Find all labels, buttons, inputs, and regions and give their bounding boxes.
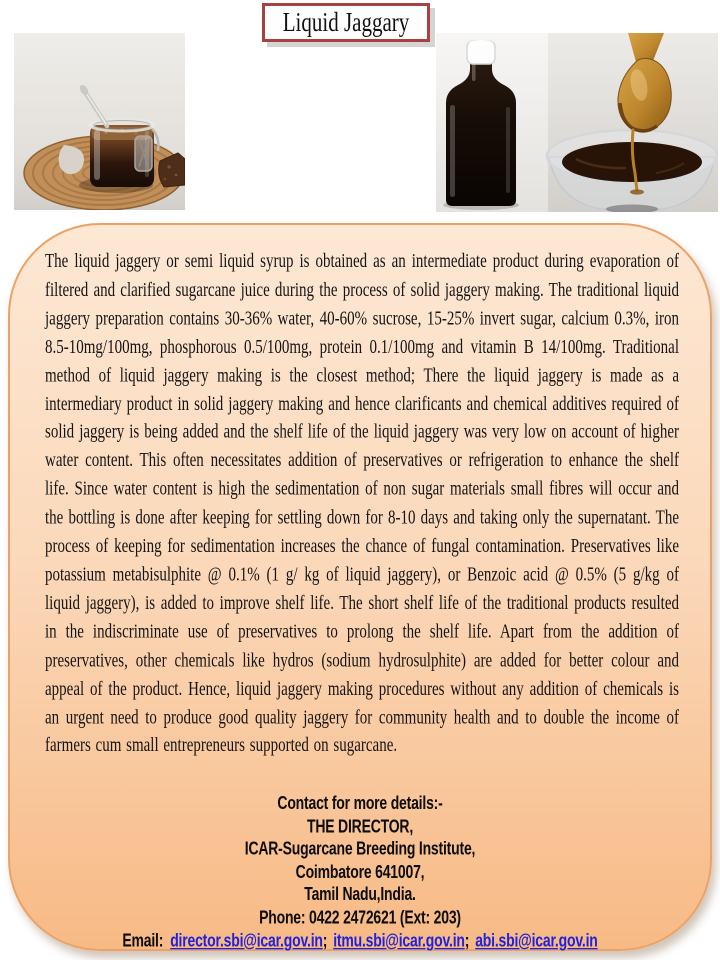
contact-state: Tamil Nadu,India. <box>304 883 416 905</box>
email-link-itmu[interactable]: itmu.sbi@icar.gov.in <box>333 929 465 951</box>
title-box <box>262 3 430 42</box>
bottle-and-bowl-photo <box>436 33 718 212</box>
email-label: Email: <box>122 929 164 951</box>
contact-block <box>10 792 710 952</box>
email-separator: ; <box>464 929 470 951</box>
description-paragraph: The liquid jaggery or semi liquid syrup is obtained as an intermediate product during evaporation of filtered and clarified sugarcane juice during the process of solid jaggery making. The traditional liquid jaggery preparation contains 30-36% water, 40-60% sucrose, 15-25% invert sugar, calcium 0.3%, iron 8.5-10mg/100mg, phosphorous 0.5/100mg, protein 0.1/100mg and vitamin B 14/100mg. Traditional method of liquid jaggery making is the closest method; There the liquid jaggery is made as a intermediary product in solid jaggery making and hence clarificants and chemical additives required of solid jaggery is being added and the shelf life of the liquid jaggery was very low on account of higher water content. This often necessitates addition of preservatives or refrigeration to enhance the shelf life. Since water content is high the sedimentation of non sugar materials small fibres will occur and the bottling is done after keeping for settling down for 8-10 days and taking only the supernatant. The process of keeping for sedimentation increases the chance of fungal contamination. Preservatives like potassium metabisulphite @ 0.1% (1 g/ kg of liquid jaggery), or Benzoic acid @ 0.5% (5 g/kg of liquid jaggery), is added to improve shelf life. The short shelf life of the traditional products resulted in the indiscriminate use of preservatives to prolong the shelf life. Apart from the addition of preservatives, other chemicals like hydros (sodium hydrosulphite) are added for better colour and appeal of the product. Hence, liquid jaggery making procedures without any addition of chemicals is an urgent need to produce good quality jaggery for community health and to double the income of farmers cum small entrepreneurs supported on sugarcane. <box>45 251 679 757</box>
contact-institute: ICAR-Sugarcane Breeding Institute, <box>244 837 476 859</box>
contact-heading: Contact for more details:- <box>277 792 443 813</box>
contact-phone: Phone: 0422 2472621 (Ext: 203) <box>259 906 461 928</box>
email-separator: ; <box>322 929 328 951</box>
page-title: Liquid Jaggary <box>282 6 410 38</box>
contact-director: THE DIRECTOR, <box>306 814 414 836</box>
jaggery-jar-photo <box>14 33 185 210</box>
content-panel <box>8 223 712 951</box>
email-link-director[interactable]: director.sbi@icar.gov.in <box>170 929 323 951</box>
contact-city: Coimbatore 641007, <box>295 860 425 882</box>
bottle-and-bowl-illustration <box>436 33 718 212</box>
email-link-abi[interactable]: abi.sbi@icar.gov.in <box>475 929 598 951</box>
contact-email-line <box>10 929 710 952</box>
jaggery-jar-illustration <box>14 33 185 210</box>
